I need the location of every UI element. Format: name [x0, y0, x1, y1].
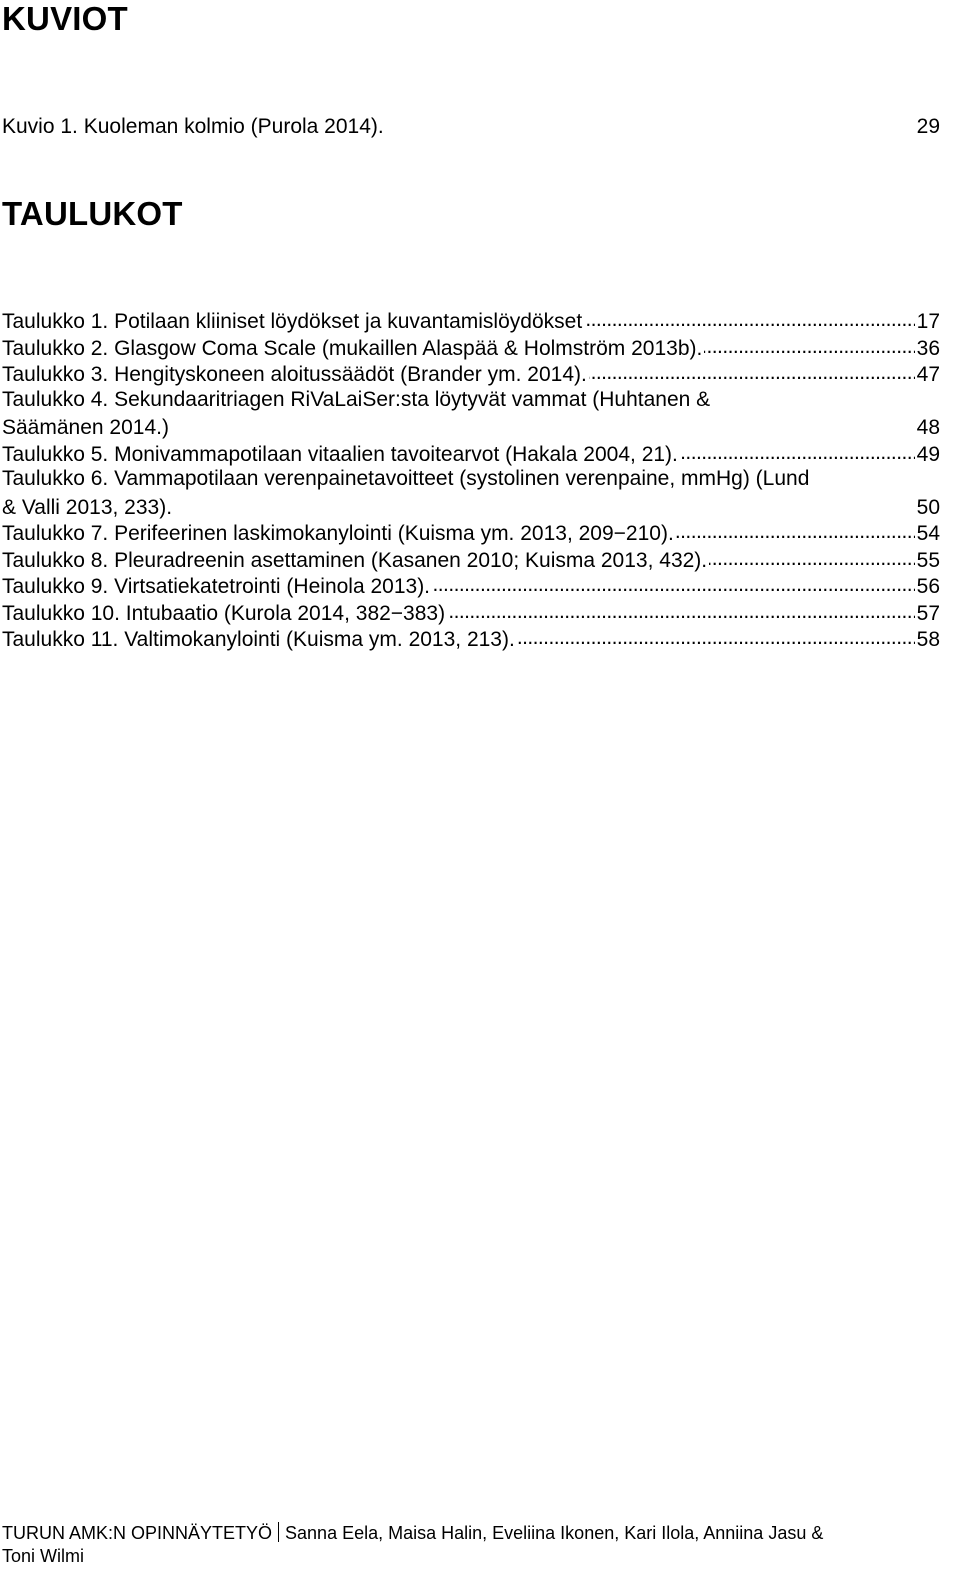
tables-heading: TAULUKOT: [2, 195, 183, 232]
table-entry-6[interactable]: [2, 466, 940, 519]
footer-line-1: [2, 1522, 942, 1545]
footer-authors-cont: Toni Wilmi: [2, 1546, 85, 1566]
table-entry-text-cont: & Valli 2013, 233).: [2, 495, 173, 519]
dot-leader: [174, 493, 915, 514]
table-entry-3[interactable]: [2, 360, 940, 387]
table-entry-text: Taulukko 8. Pleuradreenin asettaminen (Kasanen 2010; Kuisma 2013, 432).: [2, 548, 708, 572]
page-number: 57: [916, 601, 940, 625]
dot-leader: [709, 546, 915, 567]
table-entry-text: Taulukko 9. Virtsatiekatetrointi (Heinola 2013).: [2, 575, 431, 598]
page-number: 36: [916, 336, 940, 360]
table-entry-text: Taulukko 10. Intubaatio (Kurola 2014, 382−383): [2, 601, 446, 625]
table-entry-text: Taulukko 7. Perifeerinen laskimokanylointi (Kuisma ym. 2013, 209−210).: [2, 522, 674, 545]
table-entry-text: Taulukko 2. Glasgow Coma Scale (mukaillen Alaspää & Holmström 2013b).: [2, 336, 703, 360]
dot-leader: [676, 519, 915, 540]
page-number: 54: [916, 522, 940, 545]
table-entry-10[interactable]: [2, 599, 940, 626]
table-entry-1[interactable]: [2, 307, 940, 334]
table-entry-text-cont: Säämänen 2014.): [2, 416, 169, 439]
figures-heading: KUVIOT: [2, 0, 128, 37]
table-entry-text: Taulukko 5. Monivammapotilaan vitaalien tavoitearvot (Hakala 2004, 21).: [2, 442, 678, 466]
table-entry-text: Taulukko 3. Hengityskoneen aloitussäädöt (Brander ym. 2014).: [2, 363, 587, 386]
dot-leader: [386, 112, 915, 133]
dot-leader: [589, 360, 915, 381]
page-number: 29: [916, 115, 940, 138]
dot-leader: [584, 307, 914, 328]
table-entry-9[interactable]: [2, 572, 940, 599]
table-entry-5[interactable]: [2, 440, 940, 467]
dot-leader: [447, 599, 915, 620]
table-entry-2[interactable]: [2, 334, 940, 361]
table-entry-continuation: [2, 413, 940, 440]
document-page: [2, 0, 942, 1596]
figure-entry-1[interactable]: [2, 112, 940, 139]
page-number: 55: [916, 548, 940, 572]
figure-entry-text: Kuvio 1. Kuoleman kolmio (Purola 2014).: [2, 115, 384, 138]
table-entry-4[interactable]: [2, 387, 940, 440]
table-entry-continuation: [2, 493, 940, 520]
dot-leader: [704, 334, 914, 355]
dot-leader: [517, 625, 915, 646]
table-entry-text: Taulukko 6. Vammapotilaan verenpainetavoitteet (systolinen verenpaine, mmHg) (Lund: [2, 467, 810, 490]
footer-separator: [278, 1522, 279, 1542]
page-number: 50: [916, 495, 940, 519]
footer-authors: Sanna Eela, Maisa Halin, Eveliina Ikonen, Kari Ilola, Anniina Jasu &: [285, 1523, 824, 1543]
tables-list: [2, 307, 940, 652]
table-entry-8[interactable]: [2, 546, 940, 573]
page-number: 48: [916, 416, 940, 439]
table-entry-text: Taulukko 4. Sekundaaritriagen RiVaLaiSer:sta löytyvät vammat (Huhtanen &: [2, 387, 711, 411]
table-entry-11[interactable]: [2, 625, 940, 652]
figures-list: [2, 112, 940, 139]
page-number: 17: [916, 310, 940, 333]
page-footer: [2, 1522, 942, 1568]
footer-institution: TURUN AMK:N OPINNÄYTETYÖ: [2, 1523, 273, 1543]
page-number: 56: [916, 575, 940, 598]
dot-leader: [680, 440, 915, 461]
page-number: 58: [916, 628, 940, 651]
table-entry-7[interactable]: [2, 519, 940, 546]
dot-leader: [171, 413, 915, 434]
table-entry-text: Taulukko 1. Potilaan kliiniset löydökset ja kuvantamislöydökset: [2, 310, 583, 333]
page-number: 49: [916, 442, 940, 466]
page-number: 47: [916, 363, 940, 386]
dot-leader: [432, 572, 915, 593]
table-entry-text: Taulukko 11. Valtimokanylointi (Kuisma ym. 2013, 213).: [2, 628, 515, 651]
